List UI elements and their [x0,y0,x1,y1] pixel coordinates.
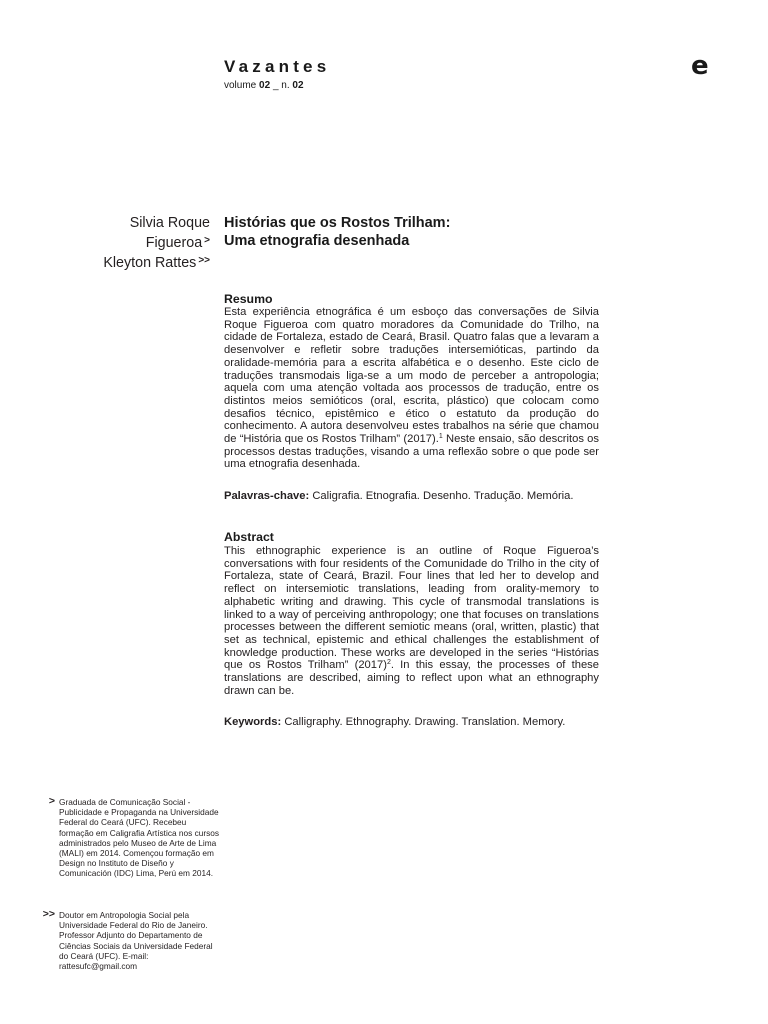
article-title-line-1: Histórias que os Rostos Trilham: [224,215,451,231]
abstract-keywords-list: Calligraphy. Ethnography. Drawing. Translation. Memory. [284,716,566,728]
abstract-keywords [224,716,599,729]
abstract-text: This ethnographic experience is an outline of Roque Figueroa’s conversations with four residents of the Comunidade do Trilho in the city of Fortaleza, state of Ceará, Brazil. Four lines that led her to develop and reflect on intersemiotic translations, leading from orality-memory to alphabetic writing and drawing. This cycle of transmodal translations is linked to a way of perceiving anthropology; one that focuses on translations processes between the different semiotic means (oral, written, plastic) that set as technical, epistemic and ethical challenges the establishment of knowledge production. These works are developed in the series “Histórias que os Rostos Trilham” $(2017)^2$. In this essay, the processes of these translations are described, aiming to reflect upon what an ethnography drawn can be. [224,545,599,697]
article-title-line-2: Uma etnografia desenhada [224,233,410,249]
author-note-1 [40,797,220,879]
resumo-keywords [224,490,599,503]
abstract-keywords-label: Keywords: [224,716,282,728]
footnote-ref-1: 1 [438,433,443,441]
author-note-marker-2: >> [198,255,210,266]
resumo-text: Esta experiência etnográfica é um esboço das conversações de Silvia Roque Figueroa com quatro moradores da Comunidade do Trilho, na cidade de Fortaleza, estado de Ceará, Brasil. Quatro falas que a levaram a desenvolver e refletir sobre traduções intersemióticas, partindo da oralidade-memória para a escrita alfabética e o desenho. Este ciclo de traduções transmodais liga-se a um modo de perceber a antropologia; aquela com uma atenção voltada aos processos de tradução, entre os distintos meios semióticos (oral, escrita, plástico) que colocam como desafios técnico, epistêmico e ético o estatuto da produção do conhecimento. A autora desenvolveu estes trabalhos na série que chamou de “História que os Rostos Trilham” (2017).$^1$ Neste ensaio, são descritos os processos destas traduções, visando a uma reflexão sobre o que pode ser uma etnografia desenhada. [224,306,599,471]
author-list [10,214,210,272]
author-name-2: Kleyton Rattes >> [103,255,210,271]
volume-info [224,80,304,91]
author-note-2-text: Doutor em Antropologia Social pela Universidade Federal do Rio de Janeiro. Professor Adjunto do Departamento de Ciências Sociais da Universidade Federal do Ceará (UFC). E-mail: rattesufc@gmail.com [59,910,213,972]
resumo-keywords-label: Palavras-chave: [224,490,310,502]
author-name-1-cont: Figueroa > [145,235,210,251]
author-name-1: Silvia Roque [129,215,210,231]
footnote-ref-2: 2 [386,659,391,667]
number-label: n. [281,80,290,91]
author-note-1-marker: > [48,795,55,807]
article-title [224,214,584,250]
journal-title: Vazantes [224,57,331,76]
volume-number: 02 [259,80,271,91]
abstract-heading: Abstract [224,530,274,544]
journal-logo-icon: e [691,51,709,81]
volume-separator: _ [272,80,279,91]
author-note-2-marker: >> [42,908,55,920]
volume-label: volume [224,80,257,91]
author-note-marker-1: > [204,235,210,246]
issue-number: 02 [292,80,304,91]
author-note-2 [40,910,220,971]
resumo-heading: Resumo [224,292,273,306]
resumo-keywords-list: Caligrafia. Etnografia. Desenho. Tradução. Memória. [312,490,574,502]
author-note-1-text: Graduada de Comunicação Social - Publicidade e Propaganda na Universidade Federal do Ceará (UFC). Recebeu formação em Caligrafia Artística nos cursos administrados pelo Museo de Arte de Lima (MALI) em 2014. Començou formação em Design no Instituto de Diseño y Comunicación (IDC) Lima, Perú em 2014. [59,797,220,879]
